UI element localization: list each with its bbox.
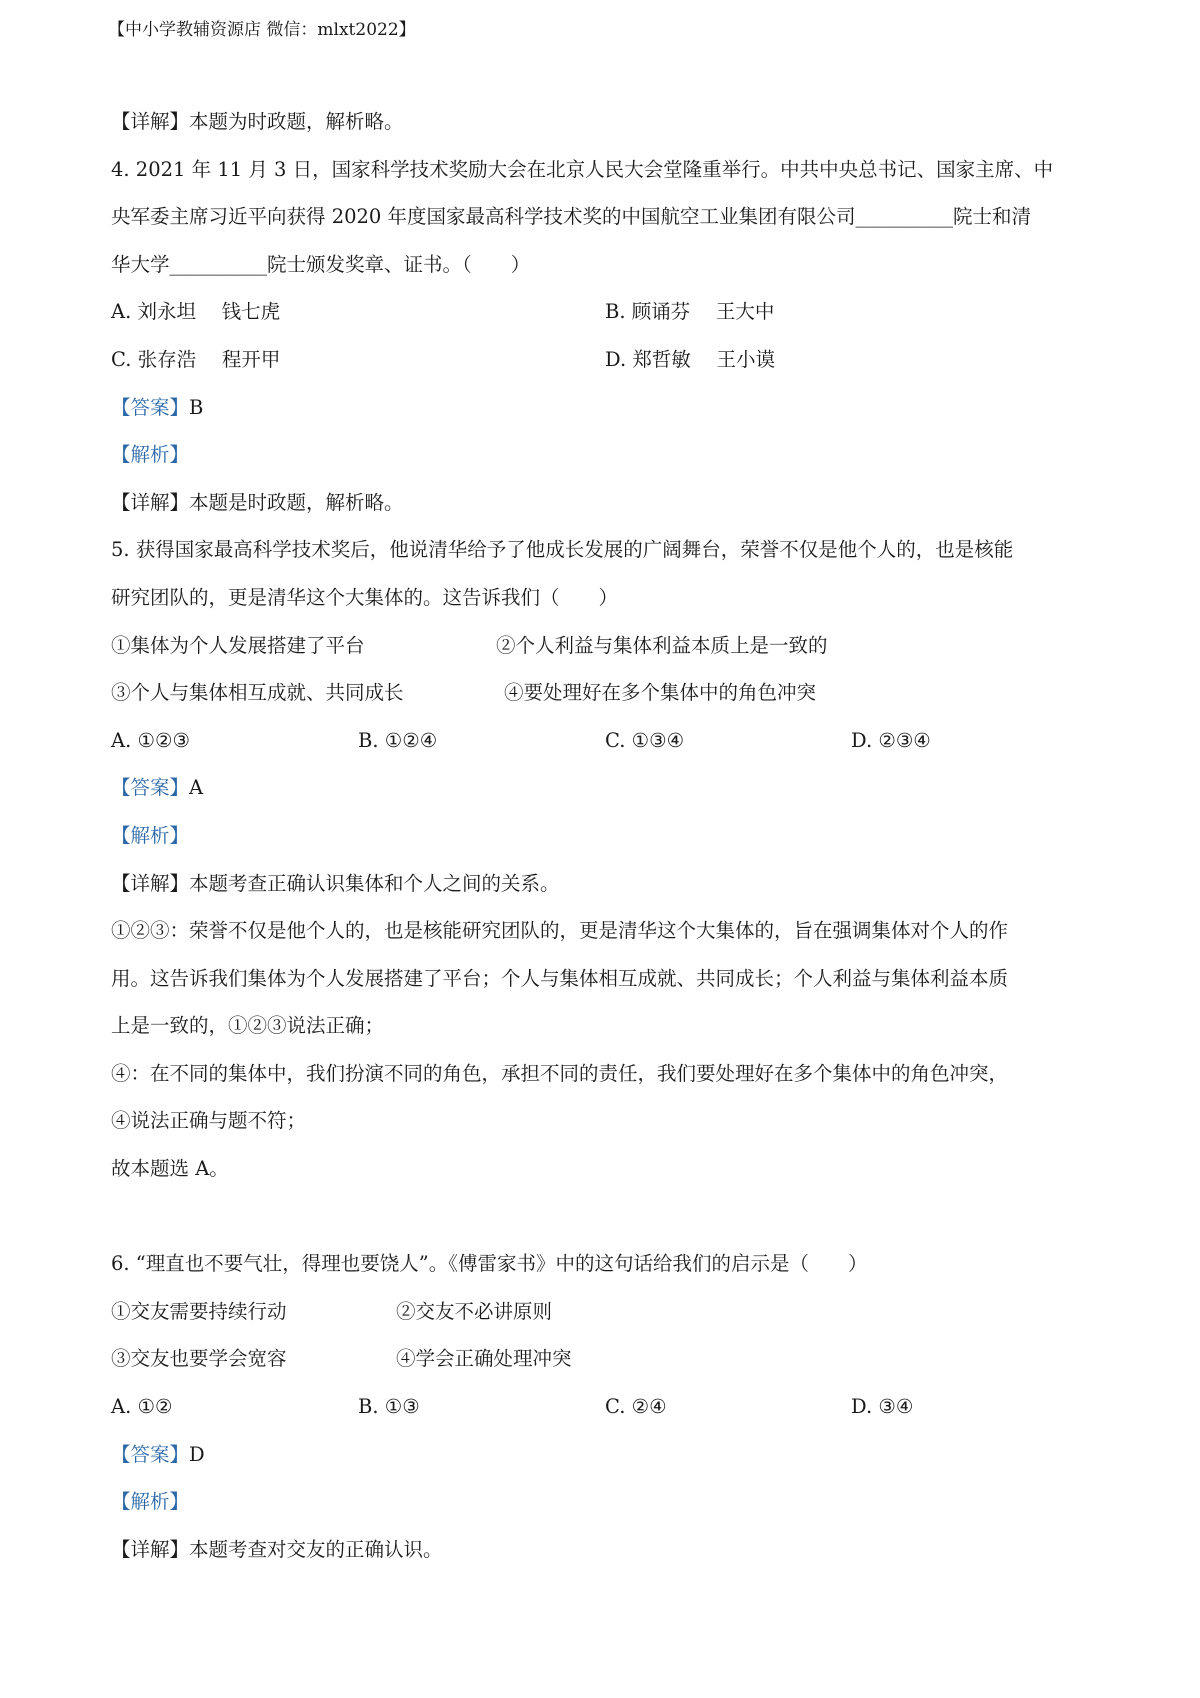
answer-tag: 【答案】	[111, 395, 190, 419]
q6-answer	[111, 1431, 1101, 1479]
q6-options-row	[111, 1383, 1101, 1431]
q6-option-d: D. ③④	[851, 1395, 914, 1419]
q5-statement-3: ③个人与集体相互成就、共同成长	[111, 681, 404, 705]
q5-explain-line-2: 用。这告诉我们集体为个人发展搭建了平台；个人与集体相互成就、共同成长；个人利益与集体利益本质	[111, 966, 1009, 990]
q4-option-b: B. 顾诵芬 王大中	[605, 300, 775, 324]
q5-detail: 【详解】本题考查正确认识集体和个人之间的关系。	[111, 871, 560, 895]
q5-options-row	[111, 717, 1101, 765]
q5-statement-1: ①集体为个人发展搭建了平台	[111, 633, 365, 657]
answer-value: B	[189, 395, 204, 419]
answer-value: D	[189, 1442, 205, 1466]
q5-analysis-tag: 【解析】	[111, 823, 190, 847]
q6-statement-4: ④学会正确处理冲突	[396, 1347, 572, 1371]
q5-statement-2: ②个人利益与集体利益本质上是一致的	[496, 633, 828, 657]
q4-stem-line-3: 华大学__________院士颁发奖章、证书。（ ）	[111, 252, 531, 276]
q5-option-d: D. ②③④	[851, 728, 931, 752]
q4-detail: 【详解】本题是时政题，解析略。	[111, 490, 404, 514]
answer-tag: 【答案】	[111, 776, 190, 800]
q6-statements-row-1	[111, 1288, 1101, 1336]
q5-option-a: A. ①②③	[111, 728, 190, 752]
q6-option-b: B. ①③	[358, 1395, 420, 1419]
q6-statement-1: ①交友需要持续行动	[111, 1299, 287, 1323]
answer-value: A	[189, 776, 204, 800]
q5-stem-line-1: 5. 获得国家最高科学技术奖后，他说清华给予了他成长发展的广阔舞台，荣誉不仅是他个人的，也是核能	[111, 538, 1014, 562]
q6-statements-row-2	[111, 1335, 1101, 1383]
q6-option-c: C. ②④	[605, 1395, 667, 1419]
q4-option-c: C. 张存浩 程开甲	[111, 347, 281, 371]
q5-conclusion: 故本题选 A。	[111, 1157, 229, 1181]
q6-statement-2: ②交友不必讲原则	[396, 1299, 553, 1323]
q3-detail: 【详解】本题为时政题，解析略。	[111, 110, 404, 133]
q5-explain-line-5: ④说法正确与题不符；	[111, 1109, 307, 1133]
q4-analysis-tag: 【解析】	[111, 443, 190, 467]
q6-analysis-tag: 【解析】	[111, 1490, 190, 1514]
q5-explain-line-3: 上是一致的，①②③说法正确；	[111, 1014, 385, 1038]
q5-explain-line-4: ④：在不同的集体中，我们扮演不同的角色，承担不同的责任，我们要处理好在多个集体中的角色冲突，	[111, 1061, 1009, 1085]
answer-tag: 【答案】	[111, 1442, 190, 1466]
q4-stem-line-2: 央军委主席习近平向获得 2020 年度国家最高科学技术奖的中国航空工业集团有限公司__________院士和清	[111, 205, 1032, 229]
section-spacer	[111, 1193, 1101, 1241]
q5-stem-line-2: 研究团队的，更是清华这个大集体的。这告诉我们（ ）	[111, 585, 619, 609]
q5-statements-row-1	[111, 622, 1101, 670]
q4-options-row-1	[111, 288, 1101, 336]
q4-options-row-2	[111, 336, 1101, 384]
page-header: 【中小学教辅资源店 微信：mlxt2022】	[108, 20, 416, 40]
q6-option-a: A. ①②	[111, 1395, 173, 1419]
q6-detail: 【详解】本题考查对交友的正确认识。	[111, 1537, 443, 1561]
q6-statement-3: ③交友也要学会宽容	[111, 1347, 287, 1371]
q4-stem-line-1: 4. 2021 年 11 月 3 日，国家科学技术奖励大会在北京人民大会堂隆重举行。中共中央总书记、国家主席、中	[111, 157, 1054, 181]
q5-option-b: B. ①②④	[358, 728, 438, 752]
q5-explain-line-1: ①②③：荣誉不仅是他个人的，也是核能研究团队的，更是清华这个大集体的，旨在强调集体对个人的作	[111, 919, 1009, 943]
q5-answer	[111, 764, 1101, 812]
document-content	[111, 98, 1101, 1573]
q5-statement-4: ④要处理好在多个集体中的角色冲突	[504, 681, 817, 705]
q5-option-c: C. ①③④	[605, 728, 685, 752]
q4-option-d: D. 郑哲敏 王小谟	[605, 347, 776, 371]
q4-answer	[111, 384, 1101, 432]
q6-stem-line-1: 6. “理直也不要气壮，得理也要饶人”。《傅雷家书》中的这句话给我们的启示是（ ）	[111, 1252, 868, 1276]
q4-option-a: A. 刘永坦 钱七虎	[111, 300, 281, 324]
q5-statements-row-2	[111, 669, 1101, 717]
